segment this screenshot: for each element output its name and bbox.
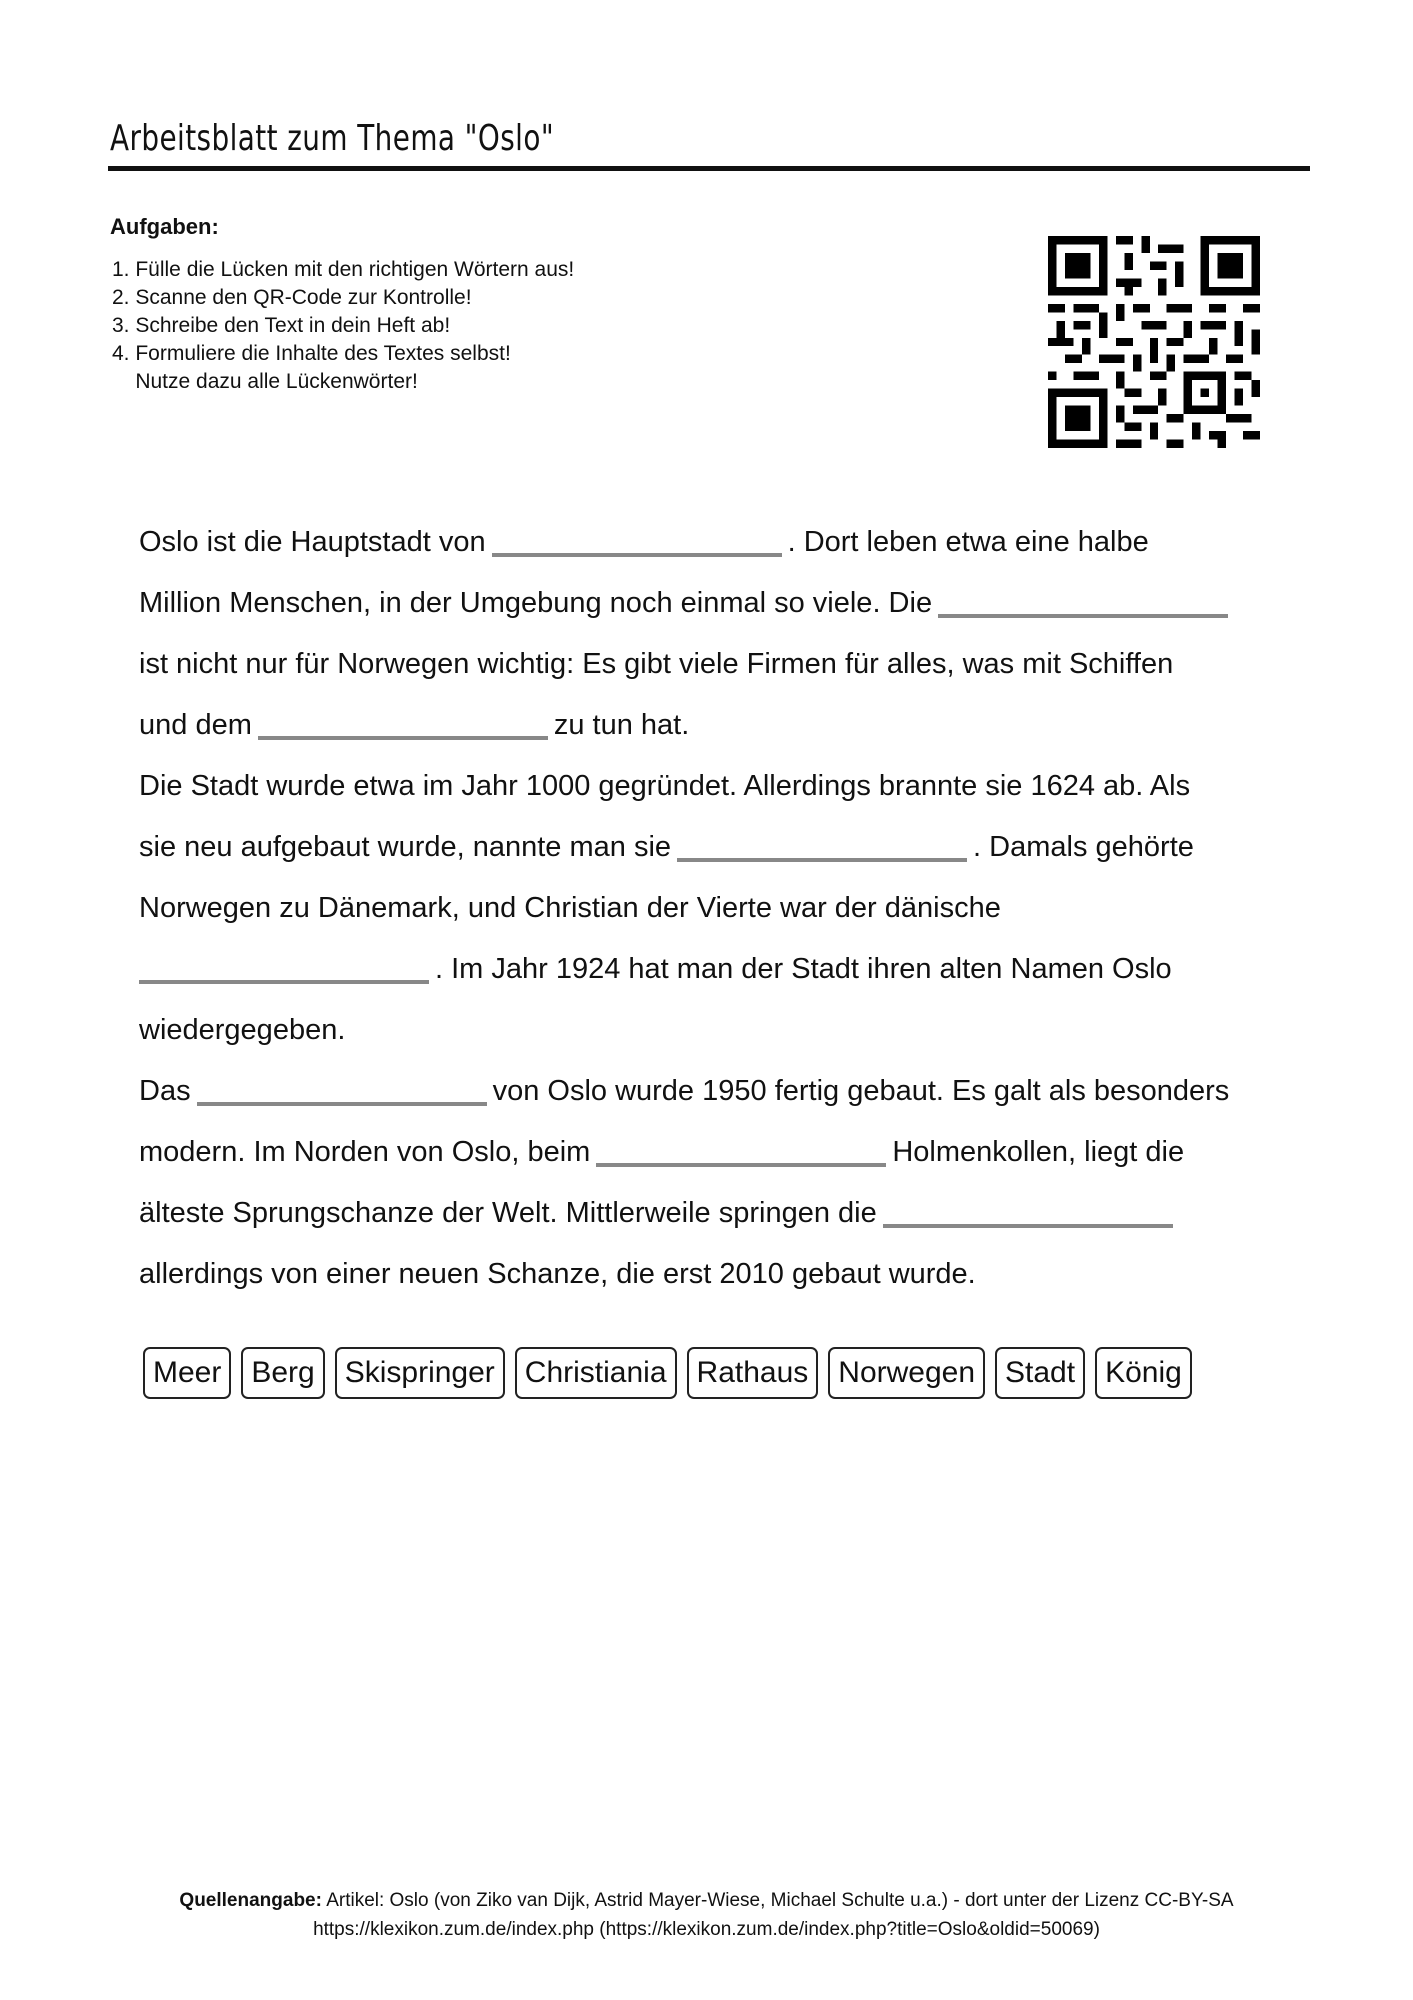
- task-item: Nutze dazu alle Lückenwörter!: [112, 370, 418, 393]
- word-chip: Stadt: [995, 1347, 1085, 1399]
- text-segment: sie neu aufgebaut wurde, nannte man sie: [139, 831, 672, 863]
- word-chip: König: [1095, 1347, 1192, 1399]
- text-segment: modern. Im Norden von Oslo, beim: [139, 1136, 591, 1168]
- blank-field[interactable]: [197, 1078, 487, 1106]
- page-title: Arbeitsblatt zum Thema "Oslo": [110, 118, 555, 159]
- blank-field[interactable]: [492, 529, 782, 557]
- text-segment: Norwegen zu Dänemark, und Christian der Vierte war der dänische: [139, 892, 1001, 924]
- blank-field[interactable]: [883, 1200, 1173, 1228]
- text-segment: älteste Sprungschanze der Welt. Mittlerweile springen die: [139, 1197, 877, 1229]
- footer-label: Quellenangabe:: [179, 1890, 322, 1911]
- task-item: 2. Scanne den QR-Code zur Kontrolle!: [112, 286, 472, 309]
- blank-field[interactable]: [938, 590, 1228, 618]
- word-chip: Meer: [143, 1347, 231, 1399]
- text-segment: Holmenkollen, liegt die: [892, 1136, 1185, 1168]
- task-item: 4. Formuliere die Inhalte des Textes selbst!: [112, 342, 511, 365]
- word-chip: Norwegen: [828, 1347, 985, 1399]
- text-segment: . Dort leben etwa eine halbe: [787, 526, 1149, 558]
- word-chip: Christiania: [515, 1347, 677, 1399]
- text-segment: . Im Jahr 1924 hat man der Stadt ihren alten Namen Oslo: [435, 953, 1172, 985]
- word-chip: Skispringer: [335, 1347, 505, 1399]
- blank-field[interactable]: [258, 712, 548, 740]
- text-segment: Die Stadt wurde etwa im Jahr 1000 gegründet. Allerdings brannte sie 1624 ab. Als: [139, 770, 1191, 802]
- text-line: [139, 573, 1299, 634]
- blank-field[interactable]: [596, 1139, 886, 1167]
- task-item: 3. Schreibe den Text in dein Heft ab!: [112, 314, 451, 337]
- tasks-heading: Aufgaben:: [110, 214, 219, 239]
- text-line: [139, 939, 1299, 1000]
- text-segment: Million Menschen, in der Umgebung noch einmal so viele. Die: [139, 587, 933, 619]
- source-footer: [0, 1886, 1413, 1944]
- text-line: [139, 512, 1299, 573]
- text-line: [139, 1000, 1299, 1061]
- text-line: [139, 756, 1299, 817]
- text-line: [139, 1183, 1299, 1244]
- text-segment: wiedergegeben.: [139, 1014, 346, 1046]
- text-line: [139, 878, 1299, 939]
- text-segment: allerdings von einer neuen Schanze, die erst 2010 gebaut wurde.: [139, 1258, 976, 1290]
- title-divider: [108, 166, 1310, 171]
- blank-field[interactable]: [677, 834, 967, 862]
- text-segment: zu tun hat.: [553, 709, 690, 741]
- task-item: 1. Fülle die Lücken mit den richtigen Wörtern aus!: [112, 258, 575, 281]
- text-line: [139, 634, 1299, 695]
- text-segment: . Damals gehörte: [973, 831, 1194, 863]
- word-bank: [143, 1347, 1192, 1399]
- text-segment: von Oslo wurde 1950 fertig gebaut. Es galt als besonders: [492, 1075, 1230, 1107]
- text-line: [139, 1244, 1299, 1305]
- text-line: [139, 1122, 1299, 1183]
- footer-line2: https://klexikon.zum.de/index.php (https://klexikon.zum.de/index.php?title=Oslo&oldid=50069): [313, 1919, 1100, 1940]
- text-segment: ist nicht nur für Norwegen wichtig: Es gibt viele Firmen für alles, was mit Schiffen: [139, 648, 1174, 680]
- text-line: [139, 1061, 1299, 1122]
- text-line: [139, 817, 1299, 878]
- word-chip: Rathaus: [687, 1347, 819, 1399]
- task-list: [112, 256, 574, 396]
- text-segment: Das: [139, 1075, 191, 1107]
- text-segment: und dem: [139, 709, 252, 741]
- blank-field[interactable]: [139, 956, 429, 984]
- cloze-text: [139, 512, 1299, 1305]
- word-chip: Berg: [241, 1347, 324, 1399]
- text-line: [139, 695, 1299, 756]
- footer-line1: Artikel: Oslo (von Ziko van Dijk, Astrid Mayer-Wiese, Michael Schulte u.a.) - dort unter der Lizenz CC-BY-SA: [326, 1890, 1234, 1911]
- qr-code-icon: [1048, 236, 1260, 448]
- text-segment: Oslo ist die Hauptstadt von: [139, 526, 486, 558]
